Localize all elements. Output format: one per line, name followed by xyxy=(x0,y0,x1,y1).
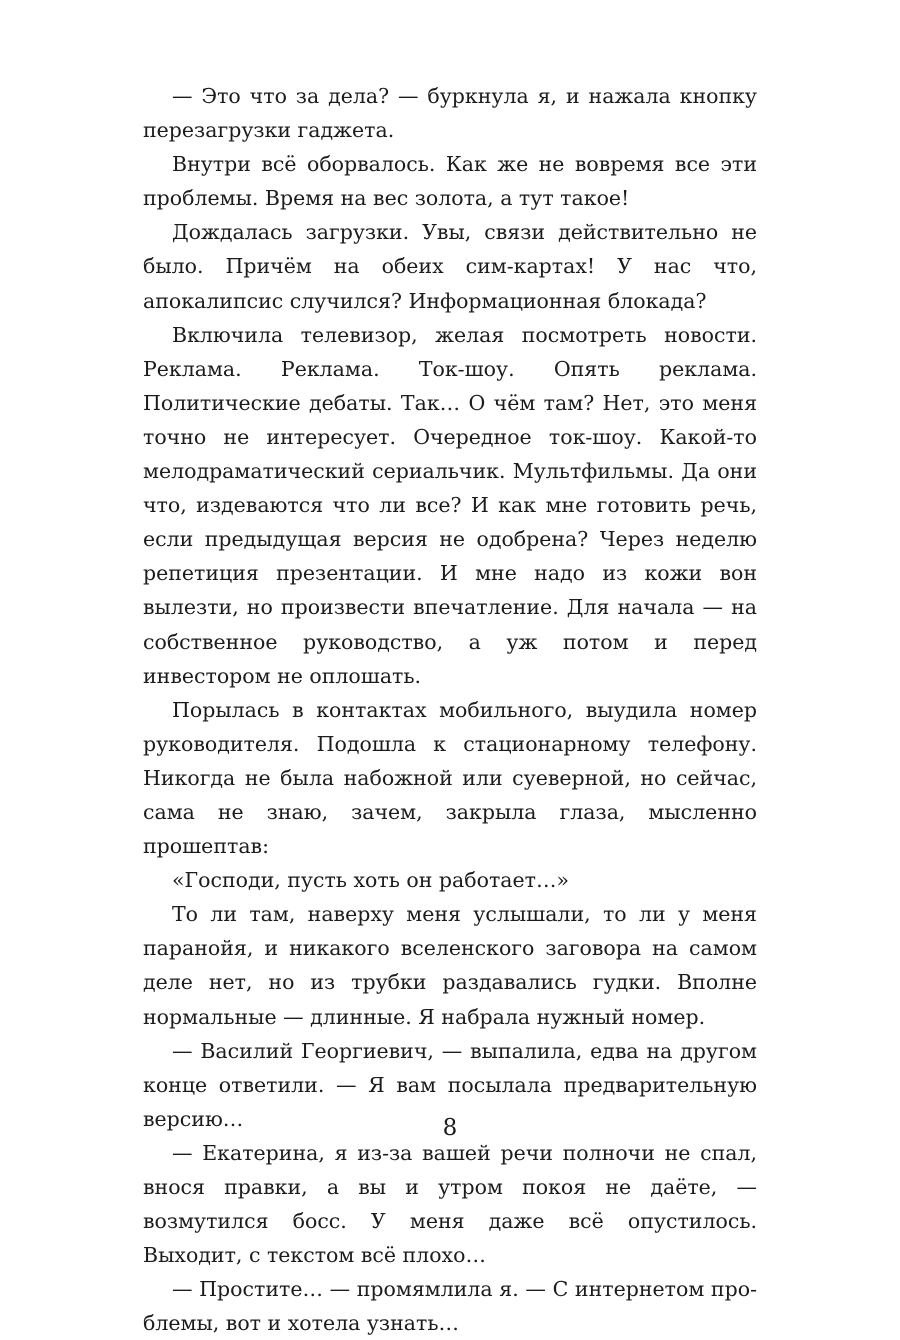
paragraph: Внутри всё оборвалось. Как же не вовремя все эти проблемы. Время на вес золота, а тут такое! xyxy=(143,152,757,211)
paragraph: То ли там, наверху меня услышали, то ли у меня паранойя, и никакого вселенского заговора на самом деле нет, но из трубки раздавались гудки. Вполне нормальные — длинные. Я набрала нужный номер. xyxy=(143,902,757,1029)
body-text xyxy=(143,79,757,1340)
page-number: 8 xyxy=(442,1115,458,1141)
paragraph: — Василий Георгиевич, — выпалила, едва на другом конце ответили. — Я вам посылала предварительную версию… xyxy=(143,1038,757,1131)
paragraph: — Екатерина, я из-за вашей речи полночи не спал, внося правки, а вы и утром покоя не даёте, — возмутился босс. У меня даже всё опустилось. Выходит, с текстом всё плохо… xyxy=(143,1140,757,1268)
paragraph: — Простите… — промямлила я. — С интернетом проблемы, вот и хотела узнать… xyxy=(143,1277,757,1336)
paragraph: Дождалась загрузки. Увы, связи действительно не было. Причём на обеих сим-картах! У нас что, апокалипсис случился? Информационная блокада? xyxy=(143,220,757,313)
paragraph: — Это что за дела? — буркнула я, и нажала кнопку перезагрузки гаджета. xyxy=(143,84,757,143)
paragraph: «Господи, пусть хоть он работает…» xyxy=(172,868,570,893)
paragraph: Порылась в контактах мобильного, выудила номер руководителя. Подошла к стационарному телефону. Никогда не была набожной или суеверной, но сейчас, сама не знаю, зачем, закрыла глаза, мысленно прошептав: xyxy=(143,697,757,859)
paragraph: Включила телевизор, желая посмотреть новости. Реклама. Реклама. Ток-шоу. Опять реклама. Политические дебаты. Так… О чём там? Нет, это меня точно не интересует. Очередное ток-шоу. Какой-то мелодраматический сериальчик. Мультфильмы. Да они что, издеваются что ли все? И как мне готовить речь, если предыдущая версия не одобрена? Через неделю репетиция презентации. И мне надо из кожи вон вылезти, но произвести впечатление. Для начала — на собственное руководство, а уж потом и перед инвестором не оплошать. xyxy=(143,322,757,688)
